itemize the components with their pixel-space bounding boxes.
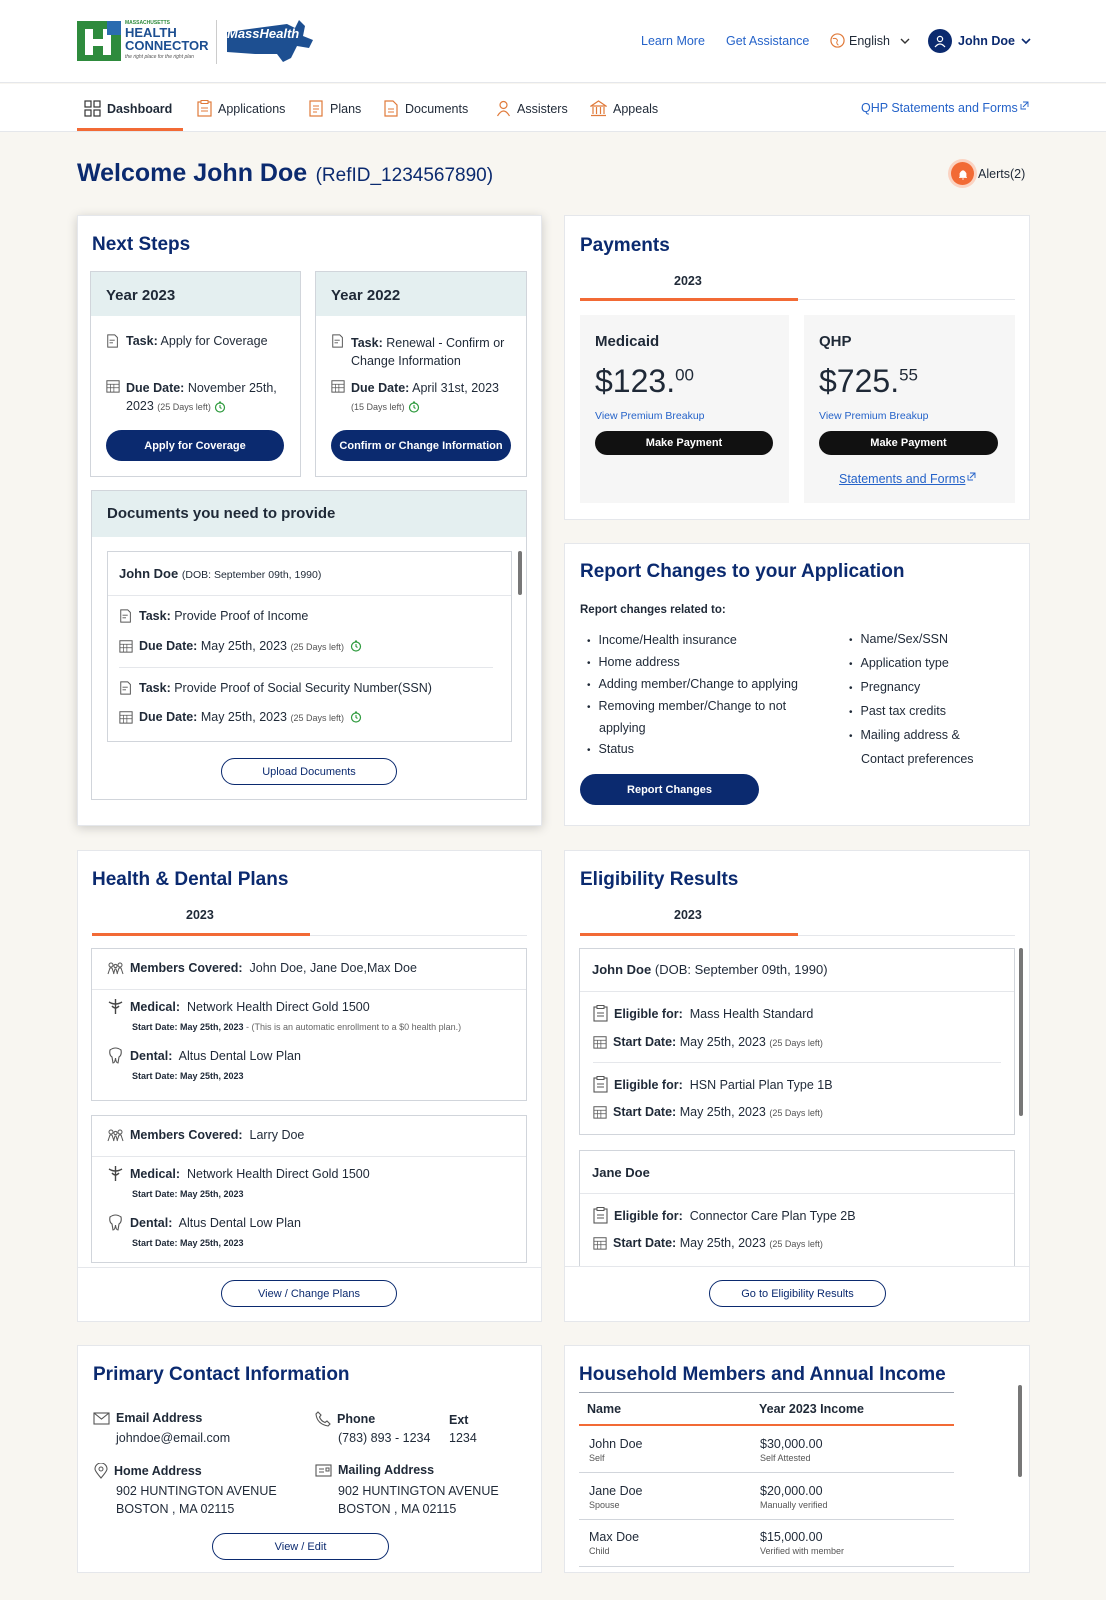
column-header-income: Year 2023 Income xyxy=(759,1402,864,1416)
tab-label: Assisters xyxy=(517,101,568,116)
report-changes-list-right xyxy=(849,628,999,771)
list-item: • Removing member/Change to not applying xyxy=(587,696,827,739)
eligibility-person xyxy=(592,962,828,977)
scrollbar[interactable] xyxy=(518,551,522,595)
dental-value: Altus Dental Low Plan xyxy=(178,1048,301,1063)
due-value: April 31st, 2023 xyxy=(412,381,499,395)
income-verification: Verified with member xyxy=(760,1546,845,1556)
members-value: Larry Doe xyxy=(249,1128,305,1142)
apply-coverage-button[interactable]: Apply for Coverage xyxy=(106,430,284,461)
health-connector-logo[interactable] xyxy=(77,19,209,63)
tooth-icon xyxy=(107,1047,124,1064)
payments-tab-2023[interactable]: 2023 xyxy=(674,274,702,288)
year-2022-label: Year 2022 xyxy=(331,287,401,304)
member-income: $30,000.00 xyxy=(760,1437,823,1451)
days-left: (25 Days left) xyxy=(769,1038,823,1048)
medical-start-date: Start Date: May 25th, 2023 xyxy=(132,1189,244,1199)
due-value: November 25th, xyxy=(187,381,277,395)
member-income: $15,000.00 xyxy=(760,1530,823,1544)
medical-plan xyxy=(107,998,370,1015)
member-name: Jane Doe xyxy=(589,1484,643,1498)
eligible-for xyxy=(593,1207,856,1224)
table-row xyxy=(579,1521,954,1567)
masshealth-logo-text: MassHealth xyxy=(227,26,300,41)
person-name: Jane Doe xyxy=(592,1165,650,1180)
eligibility-start-date xyxy=(593,1236,823,1250)
member-name: John Doe xyxy=(589,1437,643,1451)
mailing-address-line2: BOSTON , MA 02115 xyxy=(338,1502,457,1516)
doc-person xyxy=(119,566,321,581)
grid-icon xyxy=(84,100,101,117)
calendar-icon xyxy=(593,1105,607,1119)
person-name: John Doe xyxy=(119,566,179,581)
amount-dollars: $123. xyxy=(595,363,676,399)
massachusetts-map-icon xyxy=(225,18,315,64)
member-name: Max Doe xyxy=(589,1530,640,1544)
calendar-icon xyxy=(119,639,133,653)
task-value: Apply for Coverage xyxy=(160,334,268,348)
tab-label: Appeals xyxy=(613,101,659,116)
mailing-address-label: Mailing Address xyxy=(338,1463,435,1477)
days-left: (25 Days left) xyxy=(290,642,345,652)
user-icon xyxy=(933,34,947,48)
tab-applications[interactable] xyxy=(197,100,285,117)
task-icon xyxy=(119,609,133,623)
members-label: Members Covered: xyxy=(130,1128,243,1142)
tab-label: Applications xyxy=(218,101,286,116)
list-item: • Name/Sex/SSN xyxy=(849,628,999,652)
income-verification: Self Attested xyxy=(760,1453,811,1463)
due-label: Due Date: xyxy=(139,710,198,724)
due-value: May 25th, 2023 xyxy=(200,639,287,653)
eligibility-tab-2023[interactable]: 2023 xyxy=(674,908,702,922)
qhp-statements-forms-link[interactable] xyxy=(839,472,976,486)
start-date: Start Date: May 25th, 2023 xyxy=(132,1022,244,1032)
eligible-value: Mass Health Standard xyxy=(689,1006,814,1021)
task-value: Renewal - Confirm or xyxy=(386,336,505,350)
avatar xyxy=(928,29,952,53)
qhp-statements-link[interactable] xyxy=(861,101,1029,115)
medical-value: Network Health Direct Gold 1500 xyxy=(186,999,370,1014)
clipboard-icon xyxy=(197,100,212,117)
documents-title: Documents you need to provide xyxy=(107,505,336,522)
amount-cents: 55 xyxy=(899,365,918,385)
eligible-value: HSN Partial Plan Type 1B xyxy=(689,1077,833,1092)
eligible-label: Eligible for: xyxy=(614,1077,683,1092)
user-name: John Doe xyxy=(958,34,1015,48)
caduceus-icon xyxy=(107,998,124,1015)
dental-label: Dental: xyxy=(130,1048,173,1063)
confirm-change-button[interactable]: Confirm or Change Information xyxy=(331,430,511,461)
qhp-amount xyxy=(819,363,918,400)
view-edit-button[interactable]: View / Edit xyxy=(212,1533,389,1560)
location-pin-icon xyxy=(94,1463,108,1479)
member-relation: Spouse xyxy=(589,1500,620,1510)
mailing-card-icon xyxy=(315,1464,332,1477)
calendar-icon xyxy=(331,379,345,393)
task-label: Task: xyxy=(139,681,171,695)
due-value: May 25th, 2023 xyxy=(200,710,287,724)
list-item: • Status xyxy=(587,739,827,761)
list-item: • Income/Health insurance xyxy=(587,630,827,652)
start-label: Start Date: xyxy=(613,1236,677,1250)
doc-task-income xyxy=(119,609,308,623)
logo-text-health: HEALTH xyxy=(125,25,177,40)
calendar-icon xyxy=(593,1035,607,1049)
medicaid-premium-breakup-link[interactable]: View Premium Breakup xyxy=(595,410,705,422)
logo-text-state: MASSACHUSETTS xyxy=(125,20,171,26)
table-row xyxy=(579,1474,954,1520)
get-assistance-link[interactable]: Get Assistance xyxy=(726,34,810,48)
tab-appeals[interactable] xyxy=(590,100,658,117)
list-item: • Past tax credits xyxy=(849,700,999,724)
tab-active-indicator xyxy=(92,933,310,936)
due-label: Due Date: xyxy=(126,381,185,395)
welcome-title: Welcome John Doe xyxy=(77,159,308,187)
timer-icon xyxy=(350,711,362,723)
dental-value: Altus Dental Low Plan xyxy=(178,1215,301,1230)
ref-id: (RefID_1234567890) xyxy=(315,165,494,186)
header-underline xyxy=(579,1424,954,1426)
eligibility-document-icon xyxy=(593,1005,608,1022)
home-address-line2: BOSTON , MA 02115 xyxy=(116,1502,235,1516)
medicaid-amount xyxy=(595,363,694,400)
logo-tagline: the right place for the right plan xyxy=(125,54,194,60)
divider xyxy=(108,595,511,596)
person-dob: (DOB: September 09th, 1990) xyxy=(181,569,322,581)
person-icon xyxy=(496,100,511,117)
caduceus-icon xyxy=(107,1165,124,1182)
tab-assisters[interactable] xyxy=(496,100,568,117)
medicaid-label: Medicaid xyxy=(595,333,660,350)
due-year: 2023 xyxy=(126,399,154,413)
bell-icon xyxy=(951,162,974,185)
person-dob: (DOB: September 09th, 1990) xyxy=(654,962,828,977)
task-value: Provide Proof of Social Security Number(SSN) xyxy=(174,681,432,695)
divider xyxy=(593,1062,1001,1063)
plans-tab-2023[interactable]: 2023 xyxy=(186,908,214,922)
eligibility-title: Eligibility Results xyxy=(580,869,739,890)
dental-start-date: Start Date: May 25th, 2023 xyxy=(132,1238,244,1248)
medical-start-date xyxy=(132,1022,461,1032)
tab-dashboard[interactable] xyxy=(84,100,172,117)
qhp-label: QHP xyxy=(819,333,852,350)
calendar-icon xyxy=(106,379,120,393)
go-to-eligibility-button[interactable]: Go to Eligibility Results xyxy=(709,1280,886,1307)
home-address-label-row xyxy=(94,1463,202,1479)
timer-icon xyxy=(350,640,362,652)
alerts-button[interactable] xyxy=(951,162,1025,185)
eligibility-document-icon xyxy=(593,1207,608,1224)
external-link-icon xyxy=(967,472,976,481)
due-date-2023 xyxy=(106,379,291,416)
language-select[interactable] xyxy=(830,33,910,48)
next-steps-title: Next Steps xyxy=(92,234,191,255)
divider xyxy=(92,989,526,990)
tab-active-indicator xyxy=(580,298,798,301)
member-relation: Self xyxy=(589,1453,605,1463)
task-value: Provide Proof of Income xyxy=(174,609,309,623)
statements-link-label: Statements and Forms xyxy=(839,472,966,486)
health-connector-mark-icon xyxy=(77,19,121,63)
payments-title: Payments xyxy=(580,235,670,256)
qhp-premium-breakup-link[interactable]: View Premium Breakup xyxy=(819,410,929,422)
start-label: Start Date: xyxy=(613,1105,677,1119)
doc-due-income xyxy=(119,639,362,653)
logo-divider xyxy=(216,20,217,64)
days-left: (15 Days left) xyxy=(351,402,405,412)
amount-cents: 00 xyxy=(675,365,694,385)
external-link-icon xyxy=(1020,101,1029,110)
report-changes-subtitle: Report changes related to: xyxy=(580,604,726,616)
member-income: $20,000.00 xyxy=(760,1484,823,1498)
task-apply-coverage xyxy=(106,334,291,348)
logo-text-connector: CONNECTOR xyxy=(125,38,209,53)
tab-active-indicator xyxy=(580,933,798,936)
report-changes-button[interactable]: Report Changes xyxy=(580,774,759,805)
task-renewal xyxy=(331,334,521,370)
task-label: Task: xyxy=(139,609,171,623)
tab-plans[interactable] xyxy=(309,100,361,117)
days-left: (25 Days left) xyxy=(769,1239,823,1249)
tooth-icon xyxy=(107,1214,124,1231)
person-name: John Doe xyxy=(592,962,652,977)
eligible-for xyxy=(593,1005,813,1022)
divider xyxy=(119,667,493,668)
amount-dollars: $725. xyxy=(819,363,900,399)
table-row xyxy=(579,1427,954,1473)
language-label: English xyxy=(849,33,890,48)
members-covered xyxy=(107,961,417,975)
task-icon xyxy=(119,681,133,695)
family-icon xyxy=(107,1129,124,1142)
list-item: • Adding member/Change to applying xyxy=(587,674,827,696)
doc-task-ssn xyxy=(119,681,432,695)
due-label: Due Date: xyxy=(139,639,198,653)
start-label: Start Date: xyxy=(613,1035,677,1049)
globe-icon xyxy=(830,33,845,48)
start-value: May 25th, 2023 xyxy=(679,1236,766,1250)
start-value: May 25th, 2023 xyxy=(679,1105,766,1119)
year-2023-label: Year 2023 xyxy=(106,287,176,304)
calendar-icon xyxy=(593,1236,607,1250)
report-changes-list-left xyxy=(587,630,827,761)
email-label-row xyxy=(93,1411,202,1425)
enrollment-note: - (This is an automatic enrollment to a $0 health plan.) xyxy=(243,1022,462,1032)
tab-documents[interactable] xyxy=(384,100,468,117)
phone-value: (783) 893 - 1234 xyxy=(338,1431,431,1445)
divider xyxy=(580,1193,1014,1194)
member-relation: Child xyxy=(589,1546,610,1556)
upload-documents-button[interactable]: Upload Documents xyxy=(221,758,397,785)
dental-plan xyxy=(107,1214,301,1231)
column-header-name: Name xyxy=(587,1402,622,1416)
envelope-icon xyxy=(93,1412,110,1425)
members-label: Members Covered: xyxy=(130,961,243,975)
scrollbar[interactable] xyxy=(1018,1385,1022,1477)
document-icon xyxy=(309,100,324,117)
task-icon xyxy=(106,334,120,348)
eligible-value: Connector Care Plan Type 2B xyxy=(689,1208,856,1223)
due-label: Due Date: xyxy=(351,381,410,395)
medical-label: Medical: xyxy=(130,999,181,1014)
page-title xyxy=(77,159,493,188)
list-item: • Pregnancy xyxy=(849,676,999,700)
mailing-address-line1: 902 HUNTINGTON AVENUE xyxy=(338,1484,499,1498)
task-icon xyxy=(331,334,345,348)
courthouse-icon xyxy=(590,100,607,117)
user-menu[interactable] xyxy=(928,29,1031,53)
members-value: John Doe, Jane Doe,Max Doe xyxy=(249,961,417,975)
masshealth-logo[interactable] xyxy=(225,18,315,64)
divider xyxy=(92,1156,526,1157)
eligibility-document-icon xyxy=(593,1076,608,1093)
alerts-label: Alerts(2) xyxy=(978,166,1026,181)
days-left: (25 Days left) xyxy=(290,713,345,723)
tab-label: Documents xyxy=(405,101,469,116)
list-item: • Application type xyxy=(849,652,999,676)
divider xyxy=(565,1266,1029,1267)
chevron-down-icon xyxy=(1021,36,1031,46)
tab-label: Plans xyxy=(330,101,362,116)
eligibility-start-date xyxy=(593,1105,823,1119)
due-date-2022 xyxy=(331,379,521,416)
ext-label: Ext xyxy=(449,1413,469,1427)
eligibility-start-date xyxy=(593,1035,823,1049)
timer-icon xyxy=(214,401,226,413)
mailing-address-label-row xyxy=(315,1463,434,1477)
divider xyxy=(579,1392,954,1393)
eligible-for xyxy=(593,1076,833,1093)
list-item: • Mailing address & Contact preferences xyxy=(849,724,999,771)
learn-more-link[interactable]: Learn More xyxy=(641,34,705,48)
tab-label: Dashboard xyxy=(107,101,173,116)
eligible-label: Eligible for: xyxy=(614,1208,683,1223)
task-label: Task: xyxy=(351,336,383,350)
divider xyxy=(78,1267,541,1268)
phone-icon xyxy=(315,1411,331,1427)
calendar-icon xyxy=(119,710,133,724)
contact-title: Primary Contact Information xyxy=(93,1364,350,1385)
household-title: Household Members and Annual Income xyxy=(579,1364,946,1385)
qhp-make-payment-button[interactable]: Make Payment xyxy=(819,431,998,455)
task-label: Task: xyxy=(126,334,158,348)
home-address-line1: 902 HUNTINGTON AVENUE xyxy=(116,1484,277,1498)
dental-plan xyxy=(107,1047,301,1064)
list-item: • Home address xyxy=(587,652,827,674)
tab-active-indicator xyxy=(77,128,183,131)
income-verification: Manually verified xyxy=(760,1500,828,1510)
phone-label-row xyxy=(315,1411,375,1427)
eligible-label: Eligible for: xyxy=(614,1006,683,1021)
phone-label: Phone xyxy=(337,1412,376,1426)
home-address-label: Home Address xyxy=(114,1464,202,1478)
timer-icon xyxy=(408,401,420,413)
family-icon xyxy=(107,962,124,975)
chevron-down-icon xyxy=(900,36,910,46)
email-value: johndoe@email.com xyxy=(116,1431,231,1445)
medical-plan xyxy=(107,1165,370,1182)
file-icon xyxy=(384,100,399,117)
task-value-line2: Change Information xyxy=(351,354,461,368)
scrollbar[interactable] xyxy=(1019,948,1023,1116)
ext-value: 1234 xyxy=(449,1431,477,1445)
dental-label: Dental: xyxy=(130,1215,173,1230)
plans-title: Health & Dental Plans xyxy=(92,869,289,890)
medicaid-make-payment-button[interactable]: Make Payment xyxy=(595,431,773,455)
report-changes-title: Report Changes to your Application xyxy=(580,561,905,582)
medical-value: Network Health Direct Gold 1500 xyxy=(186,1166,370,1181)
dental-start-date: Start Date: May 25th, 2023 xyxy=(132,1071,244,1081)
divider xyxy=(580,991,1014,992)
qhp-link-label: QHP Statements and Forms xyxy=(861,101,1018,115)
doc-due-ssn xyxy=(119,710,362,724)
days-left: (25 Days left) xyxy=(769,1108,823,1118)
start-value: May 25th, 2023 xyxy=(679,1035,766,1049)
days-left: (25 Days left) xyxy=(157,402,211,412)
email-label: Email Address xyxy=(116,1411,203,1425)
medical-label: Medical: xyxy=(130,1166,181,1181)
members-covered xyxy=(107,1128,304,1142)
view-change-plans-button[interactable]: View / Change Plans xyxy=(221,1280,397,1307)
